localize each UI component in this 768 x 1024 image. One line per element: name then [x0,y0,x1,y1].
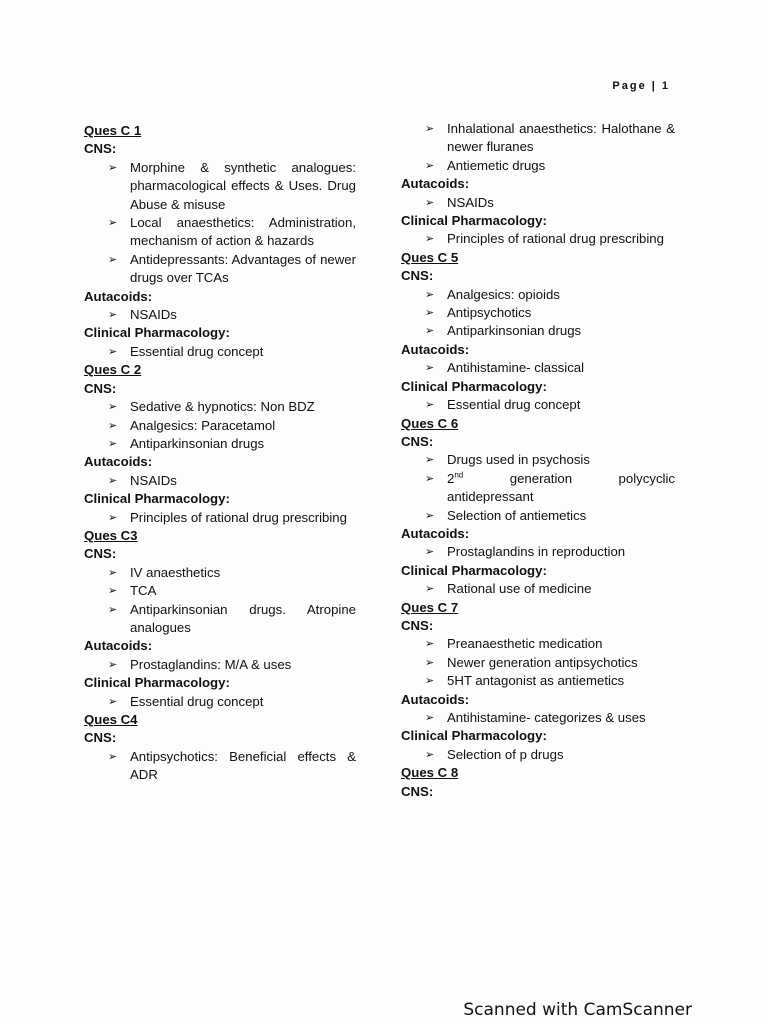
list-item [401,507,675,525]
left-column [84,122,356,785]
list-item [84,398,356,416]
question-section [84,122,356,361]
list-item [401,304,675,322]
list-item-text: NSAIDs [130,472,177,488]
list-item [401,396,675,414]
list-item-text: Antipsychotics: Beneficial effects & ADR [130,748,356,783]
arrowhead-bullet-icon: ➢ [425,472,435,485]
list-item [84,656,356,674]
list-item-text: Principles of rational drug prescribing [130,509,347,525]
category-label: Autacoids: [84,638,153,654]
category-label: Clinical Pharmacology: [84,325,230,341]
arrowhead-bullet-icon: ➢ [425,583,435,596]
category-label: Autacoids: [401,525,470,541]
category-label: CNS: [401,783,434,799]
right-column [401,120,675,801]
list-item-text: Selection of antiemetics [447,507,587,523]
category-label: CNS: [401,268,434,284]
category-label: Clinical Pharmacology: [401,213,547,229]
category-label: Autacoids: [84,454,153,470]
list-item [401,746,675,764]
list-item [84,435,356,453]
list-item [401,322,675,340]
list-item [401,580,675,598]
question-section [84,361,356,527]
list-item [84,251,356,288]
arrowhead-bullet-icon: ➢ [425,748,435,761]
question-section [401,249,675,415]
list-item [401,654,675,672]
list-item-text: Rational use of medicine [447,581,592,597]
arrowhead-bullet-icon: ➢ [425,196,435,209]
category-label: Clinical Pharmacology: [401,728,547,744]
category-label: Clinical Pharmacology: [401,562,547,578]
list-item-text: Inhalational anaesthetics: Halothane & newer fluranes [447,121,675,155]
item-remainder: generation polycyclic antidepressant [447,470,675,505]
category-label: CNS: [84,730,117,746]
arrowhead-bullet-icon: ➢ [108,603,118,616]
list-item [84,472,356,490]
arrowhead-bullet-icon: ➢ [425,454,435,467]
arrowhead-bullet-icon: ➢ [425,675,435,688]
question-heading: Ques C 1 [84,123,142,138]
list-item-text: Local anaesthetics: Administration, mechanism of action & hazards [130,215,356,249]
arrowhead-bullet-icon: ➢ [425,509,435,522]
arrowhead-bullet-icon: ➢ [425,233,435,246]
arrowhead-bullet-icon: ➢ [425,712,435,724]
list-item [84,159,356,214]
question-heading: Ques C 8 [401,765,459,781]
list-item [401,543,675,561]
list-item-text: Prostaglandins: M/A & uses [130,656,292,672]
category-label: CNS: [401,617,434,633]
list-item [401,286,675,304]
list-item [84,582,356,600]
question-heading: Ques C 5 [401,249,459,265]
list-item-text: 5HT antagonist as antiemetics [447,673,625,689]
list-item-text: Antipsychotics [447,305,532,321]
list-item-text: Antiparkinsonian drugs. Atropine analogues [130,601,356,635]
arrowhead-bullet-icon: ➢ [425,123,435,135]
scanner-watermark: Scanned with CamScanner [463,1000,692,1020]
list-item [401,120,675,157]
arrowhead-bullet-icon: ➢ [425,399,435,412]
arrowhead-bullet-icon: ➢ [108,695,118,708]
question-section [84,711,356,785]
arrowhead-bullet-icon: ➢ [425,638,435,651]
category-label: CNS: [84,380,117,396]
list-item-text: Essential drug concept [130,693,264,709]
arrowhead-bullet-icon: ➢ [108,437,118,450]
list-item [84,601,356,638]
list-item-text: Morphine & synthetic analogues: pharmacological effects & Uses. Drug Abuse & misuse [130,159,356,212]
category-label: CNS: [401,433,434,449]
list-item-text: Essential drug concept [130,343,264,359]
category-label: Clinical Pharmacology: [401,378,547,394]
list-item-text: TCA [130,583,157,599]
category-label: Autacoids: [401,176,470,192]
list-item [84,564,356,582]
question-heading: Ques C 7 [401,599,459,615]
list-item-text: Newer generation antipsychotics [447,654,638,670]
question-heading: Ques C 6 [401,415,459,431]
arrowhead-bullet-icon: ➢ [108,585,118,598]
arrowhead-bullet-icon: ➢ [108,161,118,174]
arrowhead-bullet-icon: ➢ [425,307,435,320]
list-item-text: Principles of rational drug prescribing [447,231,664,247]
list-item [84,417,356,435]
list-item [401,635,675,653]
arrowhead-bullet-icon: ➢ [108,566,118,579]
arrowhead-bullet-icon: ➢ [108,253,118,266]
list-item-text: Antiemetic drugs [447,157,546,173]
list-item-text: Drugs used in psychosis [447,452,590,468]
list-item-text: Antiparkinsonian drugs [130,435,265,451]
list-item [84,214,356,251]
question-heading: Ques C 2 [84,362,142,378]
list-item [401,672,675,690]
list-item-text: Antihistamine- categorizes & uses [447,710,646,725]
list-item-text: Selection of p drugs [447,746,564,762]
arrowhead-bullet-icon: ➢ [108,750,118,763]
ordinal-number: 2 [447,470,455,486]
list-item-text: Essential drug concept [447,397,581,413]
arrowhead-bullet-icon: ➢ [425,159,435,172]
category-label: CNS: [84,141,117,157]
list-item-text: NSAIDs [447,194,494,210]
list-item-text: Prostaglandins in reproduction [447,544,626,560]
list-item-text: Antiparkinsonian drugs [447,323,582,339]
list-item-text: NSAIDs [130,307,177,323]
arrowhead-bullet-icon: ➢ [425,546,435,559]
category-label: Clinical Pharmacology: [84,675,230,691]
question-section [401,415,675,599]
question-heading: Ques C4 [84,712,138,727]
list-item [84,693,356,711]
list-item [84,748,356,785]
list-item [401,194,675,212]
question-section [84,527,356,711]
category-label: Autacoids: [84,288,153,304]
arrowhead-bullet-icon: ➢ [108,401,118,414]
list-item [401,230,675,248]
list-item [401,709,675,727]
arrowhead-bullet-icon: ➢ [108,217,118,230]
category-label: CNS: [84,546,117,562]
list-item [84,306,356,324]
category-label: Clinical Pharmacology: [84,491,230,507]
arrowhead-bullet-icon: ➢ [108,309,118,322]
arrowhead-bullet-icon: ➢ [108,345,118,358]
list-item [401,359,675,377]
list-item-text: Antidepressants: Advantages of newer drugs over TCAs [130,251,356,286]
list-item-text: Preanaesthetic medication [447,636,603,652]
arrowhead-bullet-icon: ➢ [425,656,435,669]
list-item [401,157,675,175]
list-item-text: IV anaesthetics [130,564,221,580]
arrowhead-bullet-icon: ➢ [108,511,118,524]
list-item-text: Antihistamine- classical [447,360,585,376]
arrowhead-bullet-icon: ➢ [108,658,118,671]
list-item [84,343,356,361]
list-item-text: Analgesics: opioids [447,286,560,302]
arrowhead-bullet-icon: ➢ [425,288,435,301]
arrowhead-bullet-icon: ➢ [108,474,118,487]
arrowhead-bullet-icon: ➢ [425,362,435,375]
question-heading: Ques C3 [84,527,138,543]
question-section [401,599,675,765]
list-item [401,470,675,507]
question-section [401,764,675,801]
list-item-text [447,470,675,507]
arrowhead-bullet-icon: ➢ [108,419,118,432]
arrowhead-bullet-icon: ➢ [425,325,435,338]
page-number: Page | 1 [612,80,670,92]
category-label: Autacoids: [401,341,470,357]
list-item-text: Sedative & hypnotics: Non BDZ [130,399,315,415]
list-item [401,451,675,469]
question-section [401,120,675,249]
list-item-text: Analgesics: Paracetamol [130,417,276,433]
category-label: Autacoids: [401,691,470,707]
ordinal-suffix: nd [454,470,464,480]
list-item [84,509,356,527]
